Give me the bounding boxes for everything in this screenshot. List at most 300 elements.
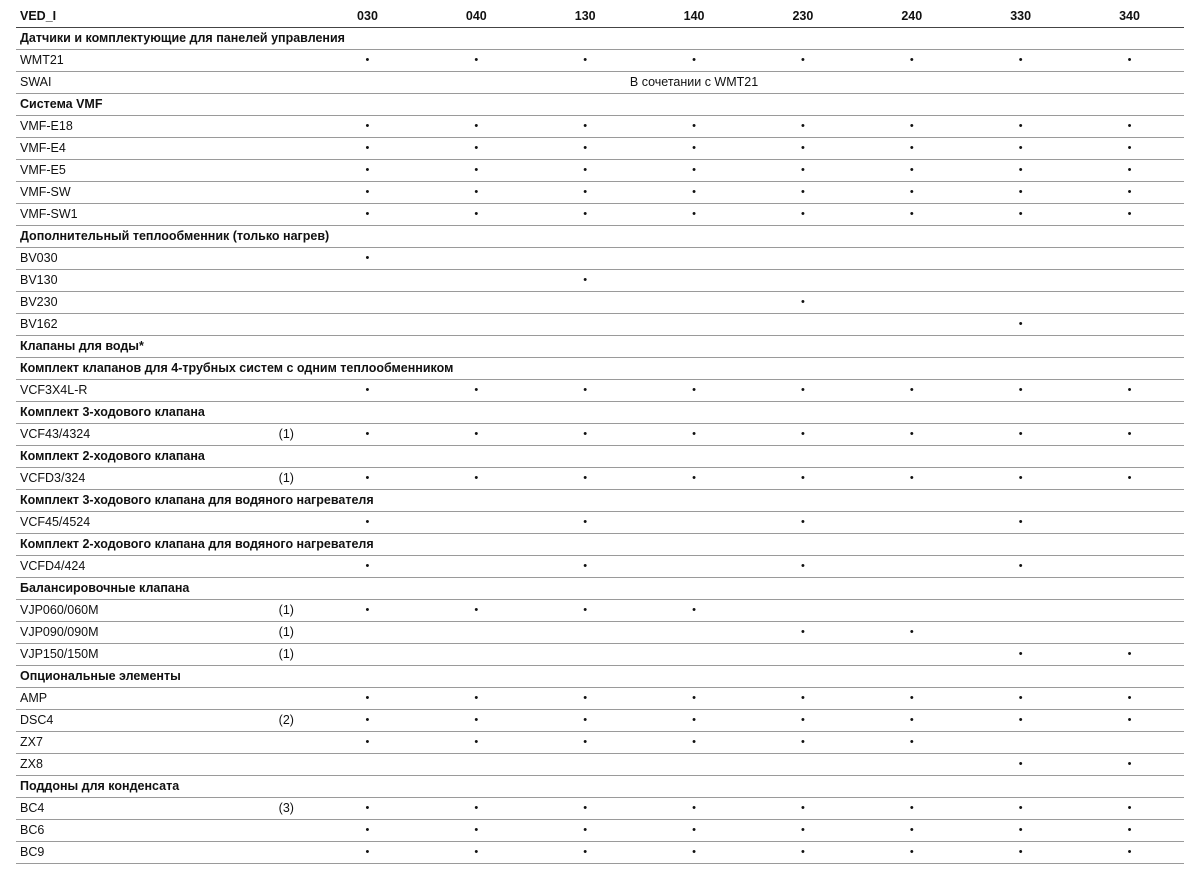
availability-bullet: • [748,50,857,72]
accessory-name: VCF45/4524 [16,512,277,534]
section-header-row [16,578,1184,600]
footnote-ref: (1) [277,600,313,622]
empty-cell [313,754,422,776]
empty-cell [748,314,857,336]
section-header-row [16,534,1184,556]
empty-cell [531,644,640,666]
availability-bullet: • [422,204,531,226]
accessory-name: VMF-E4 [16,138,277,160]
availability-bullet: • [857,204,966,226]
footnote-ref [277,204,313,226]
accessory-name: VJP150/150M [16,644,277,666]
availability-bullet: • [313,842,422,864]
availability-bullet: • [748,732,857,754]
table-row [16,556,1184,578]
empty-cell [966,622,1075,644]
availability-bullet: • [313,138,422,160]
header-model-040: 040 [422,6,531,28]
availability-bullet: • [966,798,1075,820]
header-label: VED_I [16,6,313,28]
availability-bullet: • [748,204,857,226]
availability-bullet: • [748,710,857,732]
table-row [16,688,1184,710]
footnote-ref [277,270,313,292]
availability-bullet: • [857,798,966,820]
accessory-name: VJP090/090M [16,622,277,644]
table-row [16,270,1184,292]
availability-bullet: • [640,204,749,226]
table-row [16,50,1184,72]
empty-cell [531,292,640,314]
accessory-name: VMF-E5 [16,160,277,182]
availability-bullet: • [966,842,1075,864]
availability-bullet: • [531,270,640,292]
empty-cell [966,248,1075,270]
empty-cell [857,72,1184,94]
empty-cell [857,644,966,666]
empty-cell [422,512,531,534]
empty-cell [857,314,966,336]
empty-cell [966,292,1075,314]
empty-cell [857,248,966,270]
empty-cell [422,754,531,776]
empty-cell [640,754,749,776]
empty-cell [857,600,966,622]
availability-bullet: • [857,842,966,864]
availability-bullet: • [313,798,422,820]
section-title: Комплект 2-ходового клапана для водяного нагревателя [16,534,1184,556]
availability-bullet: • [313,820,422,842]
table-row [16,292,1184,314]
empty-cell [748,600,857,622]
header-model-140: 140 [640,6,749,28]
section-header-row [16,446,1184,468]
availability-bullet: • [640,424,749,446]
accessory-name: BC9 [16,842,277,864]
availability-bullet: • [1075,710,1184,732]
availability-bullet: • [422,182,531,204]
footnote-ref: (1) [277,622,313,644]
availability-bullet: • [1075,842,1184,864]
empty-cell [748,248,857,270]
footnote-ref [277,732,313,754]
table-row [16,160,1184,182]
availability-bullet: • [1075,754,1184,776]
section-title: Комплект 3-ходового клапана для водяного нагревателя [16,490,1184,512]
availability-bullet: • [640,688,749,710]
availability-bullet: • [1075,688,1184,710]
accessory-name: BV162 [16,314,277,336]
table-row [16,600,1184,622]
availability-bullet: • [313,732,422,754]
accessory-compatibility-table [16,6,1184,864]
availability-bullet: • [748,424,857,446]
footnote-ref [277,50,313,72]
availability-bullet: • [313,468,422,490]
availability-bullet: • [857,160,966,182]
availability-bullet: • [531,468,640,490]
accessory-name: SWAI [16,72,277,94]
accessory-name: BC4 [16,798,277,820]
empty-cell [748,270,857,292]
availability-bullet: • [531,732,640,754]
section-title: Комплект 2-ходового клапана [16,446,1184,468]
availability-bullet: • [531,798,640,820]
section-title: Система VMF [16,94,1184,116]
footnote-ref: (3) [277,798,313,820]
availability-bullet: • [640,138,749,160]
empty-cell [1075,314,1184,336]
availability-bullet: • [966,512,1075,534]
availability-bullet: • [640,468,749,490]
empty-cell [313,292,422,314]
availability-bullet: • [748,468,857,490]
section-title: Клапаны для воды* [16,336,1184,358]
accessory-name: VMF-SW [16,182,277,204]
availability-bullet: • [422,116,531,138]
availability-bullet: • [1075,468,1184,490]
empty-cell [640,270,749,292]
availability-bullet: • [966,138,1075,160]
availability-bullet: • [1075,424,1184,446]
empty-cell [422,644,531,666]
empty-cell [857,754,966,776]
footnote-ref: (1) [277,644,313,666]
empty-cell [422,248,531,270]
availability-bullet: • [531,138,640,160]
section-title: Дополнительный теплообменник (только нагрев) [16,226,1184,248]
availability-bullet: • [966,204,1075,226]
empty-cell [422,292,531,314]
table-row [16,732,1184,754]
section-title: Датчики и комплектующие для панелей управления [16,28,1184,50]
section-header-row [16,666,1184,688]
section-title: Опциональные элементы [16,666,1184,688]
availability-bullet: • [313,512,422,534]
footnote-ref [277,138,313,160]
accessory-name: WMT21 [16,50,277,72]
accessory-name: VCF43/4324 [16,424,277,446]
empty-cell [313,270,422,292]
empty-cell [966,732,1075,754]
footnote-ref [277,72,313,94]
availability-bullet: • [966,688,1075,710]
footnote-ref: (1) [277,468,313,490]
availability-bullet: • [640,842,749,864]
footnote-ref: (1) [277,424,313,446]
availability-bullet: • [748,842,857,864]
header-model-340: 340 [1075,6,1184,28]
accessory-name: BV230 [16,292,277,314]
table-row [16,182,1184,204]
availability-bullet: • [422,798,531,820]
availability-bullet: • [640,50,749,72]
availability-bullet: • [422,424,531,446]
availability-bullet: • [748,688,857,710]
empty-cell [531,754,640,776]
availability-bullet: • [857,710,966,732]
empty-cell [1075,556,1184,578]
empty-cell [1075,622,1184,644]
availability-bullet: • [748,820,857,842]
availability-bullet: • [640,732,749,754]
section-header-row [16,226,1184,248]
table-row [16,248,1184,270]
availability-bullet: • [422,468,531,490]
availability-bullet: • [422,732,531,754]
accessory-name: VMF-E18 [16,116,277,138]
table-row [16,116,1184,138]
empty-cell [640,292,749,314]
empty-cell [640,314,749,336]
availability-bullet: • [857,688,966,710]
availability-bullet: • [1075,204,1184,226]
availability-bullet: • [857,138,966,160]
empty-cell [966,600,1075,622]
availability-bullet: • [640,182,749,204]
availability-bullet: • [422,380,531,402]
section-title: Комплект 3-ходового клапана [16,402,1184,424]
empty-cell [857,556,966,578]
empty-cell [422,314,531,336]
accessory-name: BV030 [16,248,277,270]
empty-cell [1075,600,1184,622]
availability-bullet: • [313,248,422,270]
availability-bullet: • [748,182,857,204]
availability-bullet: • [313,424,422,446]
availability-bullet: • [748,622,857,644]
table-row [16,380,1184,402]
table-row [16,820,1184,842]
empty-cell [857,292,966,314]
availability-bullet: • [748,292,857,314]
availability-bullet: • [422,138,531,160]
section-header-row [16,336,1184,358]
section-title: Поддоны для конденсата [16,776,1184,798]
availability-bullet: • [857,732,966,754]
availability-bullet: • [1075,644,1184,666]
empty-cell [422,556,531,578]
availability-bullet: • [422,820,531,842]
footnote-ref: (2) [277,710,313,732]
availability-bullet: • [966,116,1075,138]
table-row [16,754,1184,776]
availability-bullet: • [966,754,1075,776]
empty-cell [857,512,966,534]
footnote-ref [277,842,313,864]
availability-bullet: • [422,710,531,732]
accessory-name: BV130 [16,270,277,292]
availability-bullet: • [1075,182,1184,204]
header-model-230: 230 [748,6,857,28]
availability-bullet: • [422,600,531,622]
availability-bullet: • [966,820,1075,842]
availability-bullet: • [313,710,422,732]
availability-bullet: • [966,710,1075,732]
availability-bullet: • [531,182,640,204]
compatibility-note: В сочетании с WMT21 [531,72,858,94]
availability-bullet: • [531,116,640,138]
availability-bullet: • [857,622,966,644]
header-row [16,6,1184,28]
table-header [16,6,1184,28]
footnote-ref [277,292,313,314]
availability-bullet: • [966,424,1075,446]
table-row [16,798,1184,820]
table-row [16,512,1184,534]
availability-bullet: • [640,710,749,732]
accessory-name: VMF-SW1 [16,204,277,226]
accessory-name: AMP [16,688,277,710]
accessory-name: VCFD3/324 [16,468,277,490]
empty-cell [313,314,422,336]
empty-cell [313,622,422,644]
empty-cell [422,622,531,644]
availability-bullet: • [422,50,531,72]
availability-bullet: • [531,842,640,864]
accessory-name: ZX8 [16,754,277,776]
footnote-ref [277,248,313,270]
table-row [16,424,1184,446]
table-row [16,644,1184,666]
availability-bullet: • [313,204,422,226]
empty-cell [966,270,1075,292]
footnote-ref [277,116,313,138]
empty-cell [640,248,749,270]
table-row [16,468,1184,490]
availability-bullet: • [1075,50,1184,72]
availability-bullet: • [748,512,857,534]
availability-bullet: • [1075,160,1184,182]
accessory-name: ZX7 [16,732,277,754]
accessory-name: VCF3X4L-R [16,380,277,402]
header-model-130: 130 [531,6,640,28]
empty-cell [422,270,531,292]
availability-bullet: • [966,468,1075,490]
empty-cell [1075,512,1184,534]
table-row [16,710,1184,732]
footnote-ref [277,512,313,534]
availability-bullet: • [640,820,749,842]
availability-bullet: • [531,424,640,446]
availability-bullet: • [640,116,749,138]
empty-cell [640,556,749,578]
availability-bullet: • [640,160,749,182]
table-row [16,204,1184,226]
availability-bullet: • [531,688,640,710]
availability-bullet: • [1075,116,1184,138]
availability-bullet: • [748,556,857,578]
availability-bullet: • [313,116,422,138]
footnote-ref [277,380,313,402]
empty-cell [313,72,531,94]
availability-bullet: • [857,182,966,204]
availability-bullet: • [1075,138,1184,160]
availability-bullet: • [313,50,422,72]
availability-bullet: • [422,160,531,182]
availability-bullet: • [966,644,1075,666]
empty-cell [640,622,749,644]
availability-bullet: • [531,600,640,622]
header-model-030: 030 [313,6,422,28]
availability-bullet: • [966,556,1075,578]
availability-bullet: • [313,556,422,578]
availability-bullet: • [857,468,966,490]
table-row [16,314,1184,336]
table-row [16,138,1184,160]
empty-cell [1075,292,1184,314]
availability-bullet: • [531,820,640,842]
availability-bullet: • [531,204,640,226]
empty-cell [1075,732,1184,754]
availability-bullet: • [748,138,857,160]
header-model-330: 330 [966,6,1075,28]
availability-bullet: • [640,380,749,402]
availability-bullet: • [531,512,640,534]
section-header-row [16,402,1184,424]
footnote-ref [277,182,313,204]
empty-cell [748,644,857,666]
empty-cell [640,644,749,666]
footnote-ref [277,556,313,578]
availability-bullet: • [422,688,531,710]
availability-bullet: • [531,50,640,72]
availability-bullet: • [748,798,857,820]
availability-bullet: • [531,160,640,182]
availability-bullet: • [748,160,857,182]
availability-bullet: • [857,50,966,72]
table-row [16,72,1184,94]
empty-cell [640,512,749,534]
section-title: Балансировочные клапана [16,578,1184,600]
footnote-ref [277,314,313,336]
availability-bullet: • [531,556,640,578]
availability-bullet: • [422,842,531,864]
empty-cell [531,248,640,270]
accessory-name: VCFD4/424 [16,556,277,578]
availability-bullet: • [313,380,422,402]
availability-bullet: • [857,820,966,842]
accessory-name: DSC4 [16,710,277,732]
availability-bullet: • [531,710,640,732]
availability-bullet: • [313,688,422,710]
empty-cell [1075,248,1184,270]
availability-bullet: • [966,182,1075,204]
availability-bullet: • [313,182,422,204]
empty-cell [857,270,966,292]
footnote-ref [277,820,313,842]
accessory-name: BC6 [16,820,277,842]
availability-bullet: • [640,798,749,820]
availability-bullet: • [966,160,1075,182]
section-header-row [16,94,1184,116]
availability-bullet: • [857,424,966,446]
footnote-ref [277,160,313,182]
table-body [16,28,1184,864]
footnote-ref [277,688,313,710]
section-header-row [16,358,1184,380]
availability-bullet: • [640,600,749,622]
header-model-240: 240 [857,6,966,28]
table-row [16,622,1184,644]
table-row [16,842,1184,864]
availability-bullet: • [857,380,966,402]
empty-cell [531,622,640,644]
footnote-ref [277,754,313,776]
availability-bullet: • [966,380,1075,402]
section-header-row [16,776,1184,798]
availability-bullet: • [857,116,966,138]
